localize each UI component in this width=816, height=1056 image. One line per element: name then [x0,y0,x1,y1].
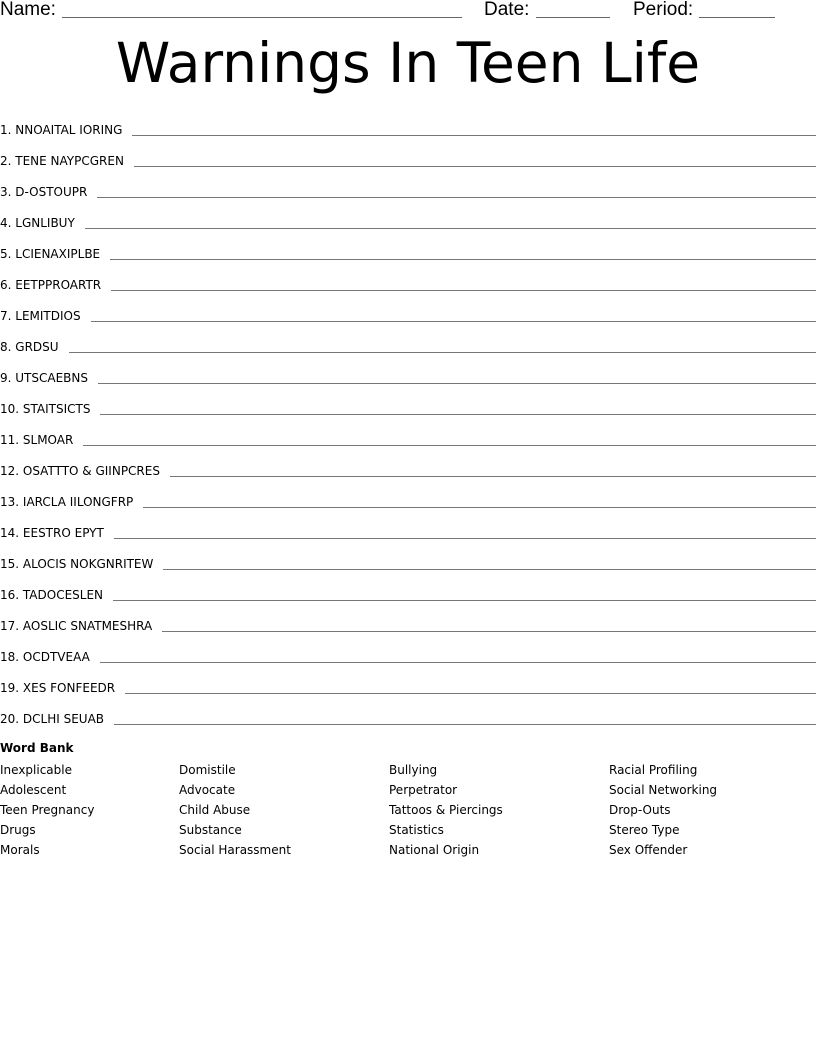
period-label: Period: [633,0,694,20]
word-bank-item: Advocate [179,783,236,797]
answer-line[interactable] [69,352,816,353]
scrambled-word: 13. IARCLA IILONGFRP [0,495,134,509]
answer-line[interactable] [163,569,816,570]
answer-line[interactable] [85,228,816,229]
period-field[interactable] [699,17,775,18]
name-field[interactable] [62,17,462,18]
worksheet-title: Warnings In Teen Life [115,31,701,95]
answer-line[interactable] [91,321,816,322]
question-row [0,112,816,143]
answer-line[interactable] [111,290,816,291]
word-bank-column [609,760,717,860]
answer-line[interactable] [114,724,816,725]
word-bank-item: Social Networking [609,783,718,797]
answer-line[interactable] [170,476,816,477]
question-row [0,143,816,174]
scrambled-word: 3. D-OSTOUPR [0,185,88,199]
scrambled-word: 1. NNOAITAL IORING [0,123,123,137]
scrambled-word: 5. LCIENAXIPLBE [0,247,101,261]
word-bank-column [0,760,94,860]
word-bank-item: Substance [179,823,242,837]
answer-line[interactable] [113,600,816,601]
question-row [0,453,816,484]
scrambled-word: 7. LEMITDIOS [0,309,81,323]
question-row [0,484,816,515]
word-bank-item: Sex Offender [609,843,688,857]
question-row [0,608,816,639]
scrambled-word: 9. UTSCAEBNS [0,371,88,385]
word-bank-item: Morals [0,843,40,857]
question-row [0,174,816,205]
question-row [0,546,816,577]
answer-line[interactable] [97,197,816,198]
answer-line[interactable] [98,383,816,384]
word-bank-title: Word Bank [0,741,74,755]
name-label: Name: [0,0,56,20]
word-bank-item: Adolescent [0,783,67,797]
word-bank-item: Statistics [389,823,444,837]
word-bank-item: Child Abuse [179,803,251,817]
word-bank-item: Racial Profiling [609,763,698,777]
question-row [0,329,816,360]
answer-line[interactable] [132,135,816,136]
word-bank-item: Domistile [179,763,236,777]
answer-line[interactable] [83,445,816,446]
answer-line[interactable] [134,166,816,167]
answer-line[interactable] [110,259,816,260]
scrambled-word: 4. LGNLIBUY [0,216,75,230]
scrambled-word: 15. ALOCIS NOKGNRITEW [0,557,154,571]
scrambled-word: 11. SLMOAR [0,433,74,447]
word-bank-item: Tattoos & Piercings [389,803,503,817]
scrambled-word: 20. DCLHI SEUAB [0,712,105,726]
word-bank-item: Inexplicable [0,763,72,777]
question-row [0,360,816,391]
question-row [0,422,816,453]
answer-line[interactable] [114,538,816,539]
question-row [0,205,816,236]
scrambled-word: 8. GRDSU [0,340,59,354]
answer-line[interactable] [100,414,816,415]
word-bank-item: Bullying [389,763,438,777]
scrambled-word: 6. EETPPROARTR [0,278,102,292]
question-row [0,670,816,701]
answer-line[interactable] [143,507,816,508]
question-row [0,577,816,608]
answer-line[interactable] [162,631,816,632]
worksheet-header [0,0,816,24]
word-bank-item: Stereo Type [609,823,680,837]
question-row [0,391,816,422]
question-row [0,267,816,298]
scrambled-word: 2. TENE NAYPCGREN [0,154,124,168]
word-bank-item: Perpetrator [389,783,458,797]
scrambled-word: 14. EESTRO EPYT [0,526,104,540]
word-bank-column [389,760,503,860]
scrambled-word: 10. STAITSICTS [0,402,91,416]
question-row [0,515,816,546]
answer-line[interactable] [100,662,816,663]
answer-line[interactable] [125,693,816,694]
word-bank-column [179,760,291,860]
date-field[interactable] [536,17,610,18]
word-bank-item: Teen Pregnancy [0,803,95,817]
question-row [0,701,816,732]
question-row [0,236,816,267]
word-bank-item: Drugs [0,823,36,837]
scrambled-word: 12. OSATTTO & GIINPCRES [0,464,160,478]
scrambled-word: 18. OCDTVEAA [0,650,90,664]
scrambled-word: 19. XES FONFEEDR [0,681,116,695]
question-list [0,112,816,732]
word-bank-item: Drop-Outs [609,803,671,817]
word-bank-item: Social Harassment [179,843,291,857]
date-label: Date: [484,0,530,20]
word-bank-item: National Origin [389,843,480,857]
question-row [0,298,816,329]
question-row [0,639,816,670]
scrambled-word: 16. TADOCESLEN [0,588,104,602]
scrambled-word: 17. AOSLIC SNATMESHRA [0,619,153,633]
